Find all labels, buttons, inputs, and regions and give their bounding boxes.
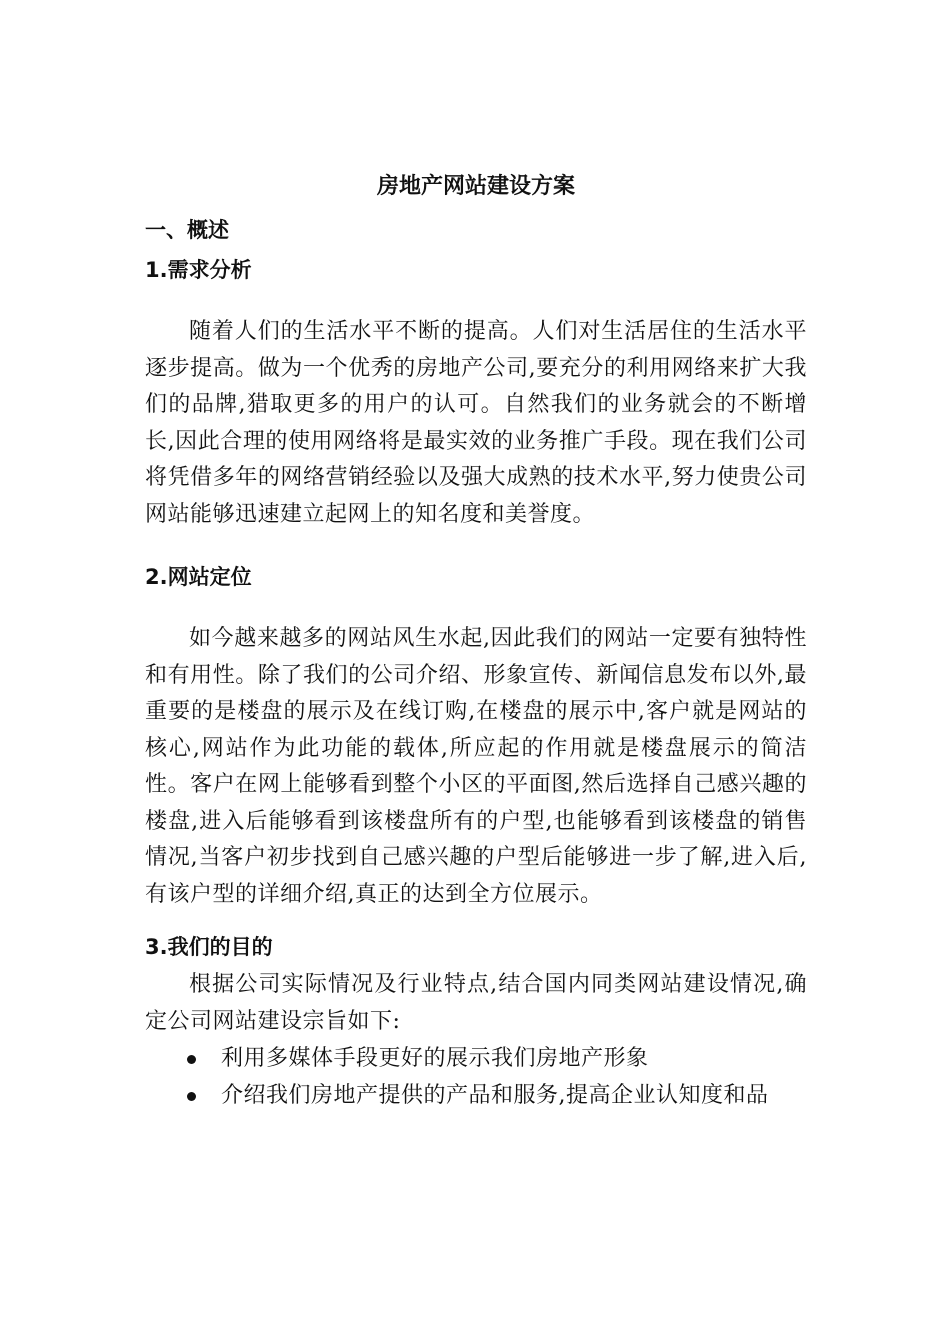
subsection-heading-goals: 3.我们的目的 [145, 935, 273, 959]
spacer [145, 533, 807, 557]
list-item [145, 1040, 807, 1077]
bullet-text: 介绍我们房地产提供的产品和服务,提高企业认知度和品 [221, 1083, 769, 1108]
bullet-dot-icon [187, 1055, 196, 1064]
bullet-dot-icon [187, 1092, 196, 1101]
subsection-heading-positioning: 2.网站定位 [145, 565, 252, 589]
list-item [145, 1077, 807, 1114]
spacer [145, 597, 807, 621]
paragraph-requirements: 随着人们的生活水平不断的提高。人们对生活居住的生活水平逐步提高。做为一个优秀的房地产公司,要充分的利用网络来扩大我们的品牌,猎取更多的用户的认可。自然我们的业务就会的不断增长,因此合理的使用网络将是最实效的业务推广手段。现在我们公司将凭借多年的网络营销经验以及强大成熟的技术水平,努力使贵公司网站能够迅速建立起网上的知名度和美誉度。 [145, 319, 807, 527]
document-title: 房地产网站建设方案 [376, 174, 575, 199]
goals-bullet-list [145, 1040, 807, 1114]
spacer [145, 913, 807, 927]
bullet-text: 利用多媒体手段更好的展示我们房地产形象 [221, 1046, 649, 1071]
document-page [145, 170, 807, 1114]
section-heading-overview: 一、概述 [145, 218, 229, 242]
paragraph-goals: 根据公司实际情况及行业特点,结合国内同类网站建设情况,确定公司网站建设宗旨如下: [145, 972, 807, 1034]
paragraph-positioning: 如今越来越多的网站风生水起,因此我们的网站一定要有独特性和有用性。除了我们的公司介绍、形象宣传、新闻信息发布以外,最重要的是楼盘的展示及在线订购,在楼盘的展示中,客户就是网站的核心,网站作为此功能的载体,所应起的作用就是楼盘展示的简洁性。客户在网上能够看到整个小区的平面图,然后选择自己感兴趣的楼盘,进入后能够看到该楼盘所有的户型,也能够看到该楼盘的销售情况,当客户初步找到自己感兴趣的户型后能够进一步了解,进入后,有该户型的详细介绍,真正的达到全方位展示。 [145, 626, 807, 907]
spacer [145, 290, 807, 314]
subsection-heading-requirements: 1.需求分析 [145, 258, 252, 282]
